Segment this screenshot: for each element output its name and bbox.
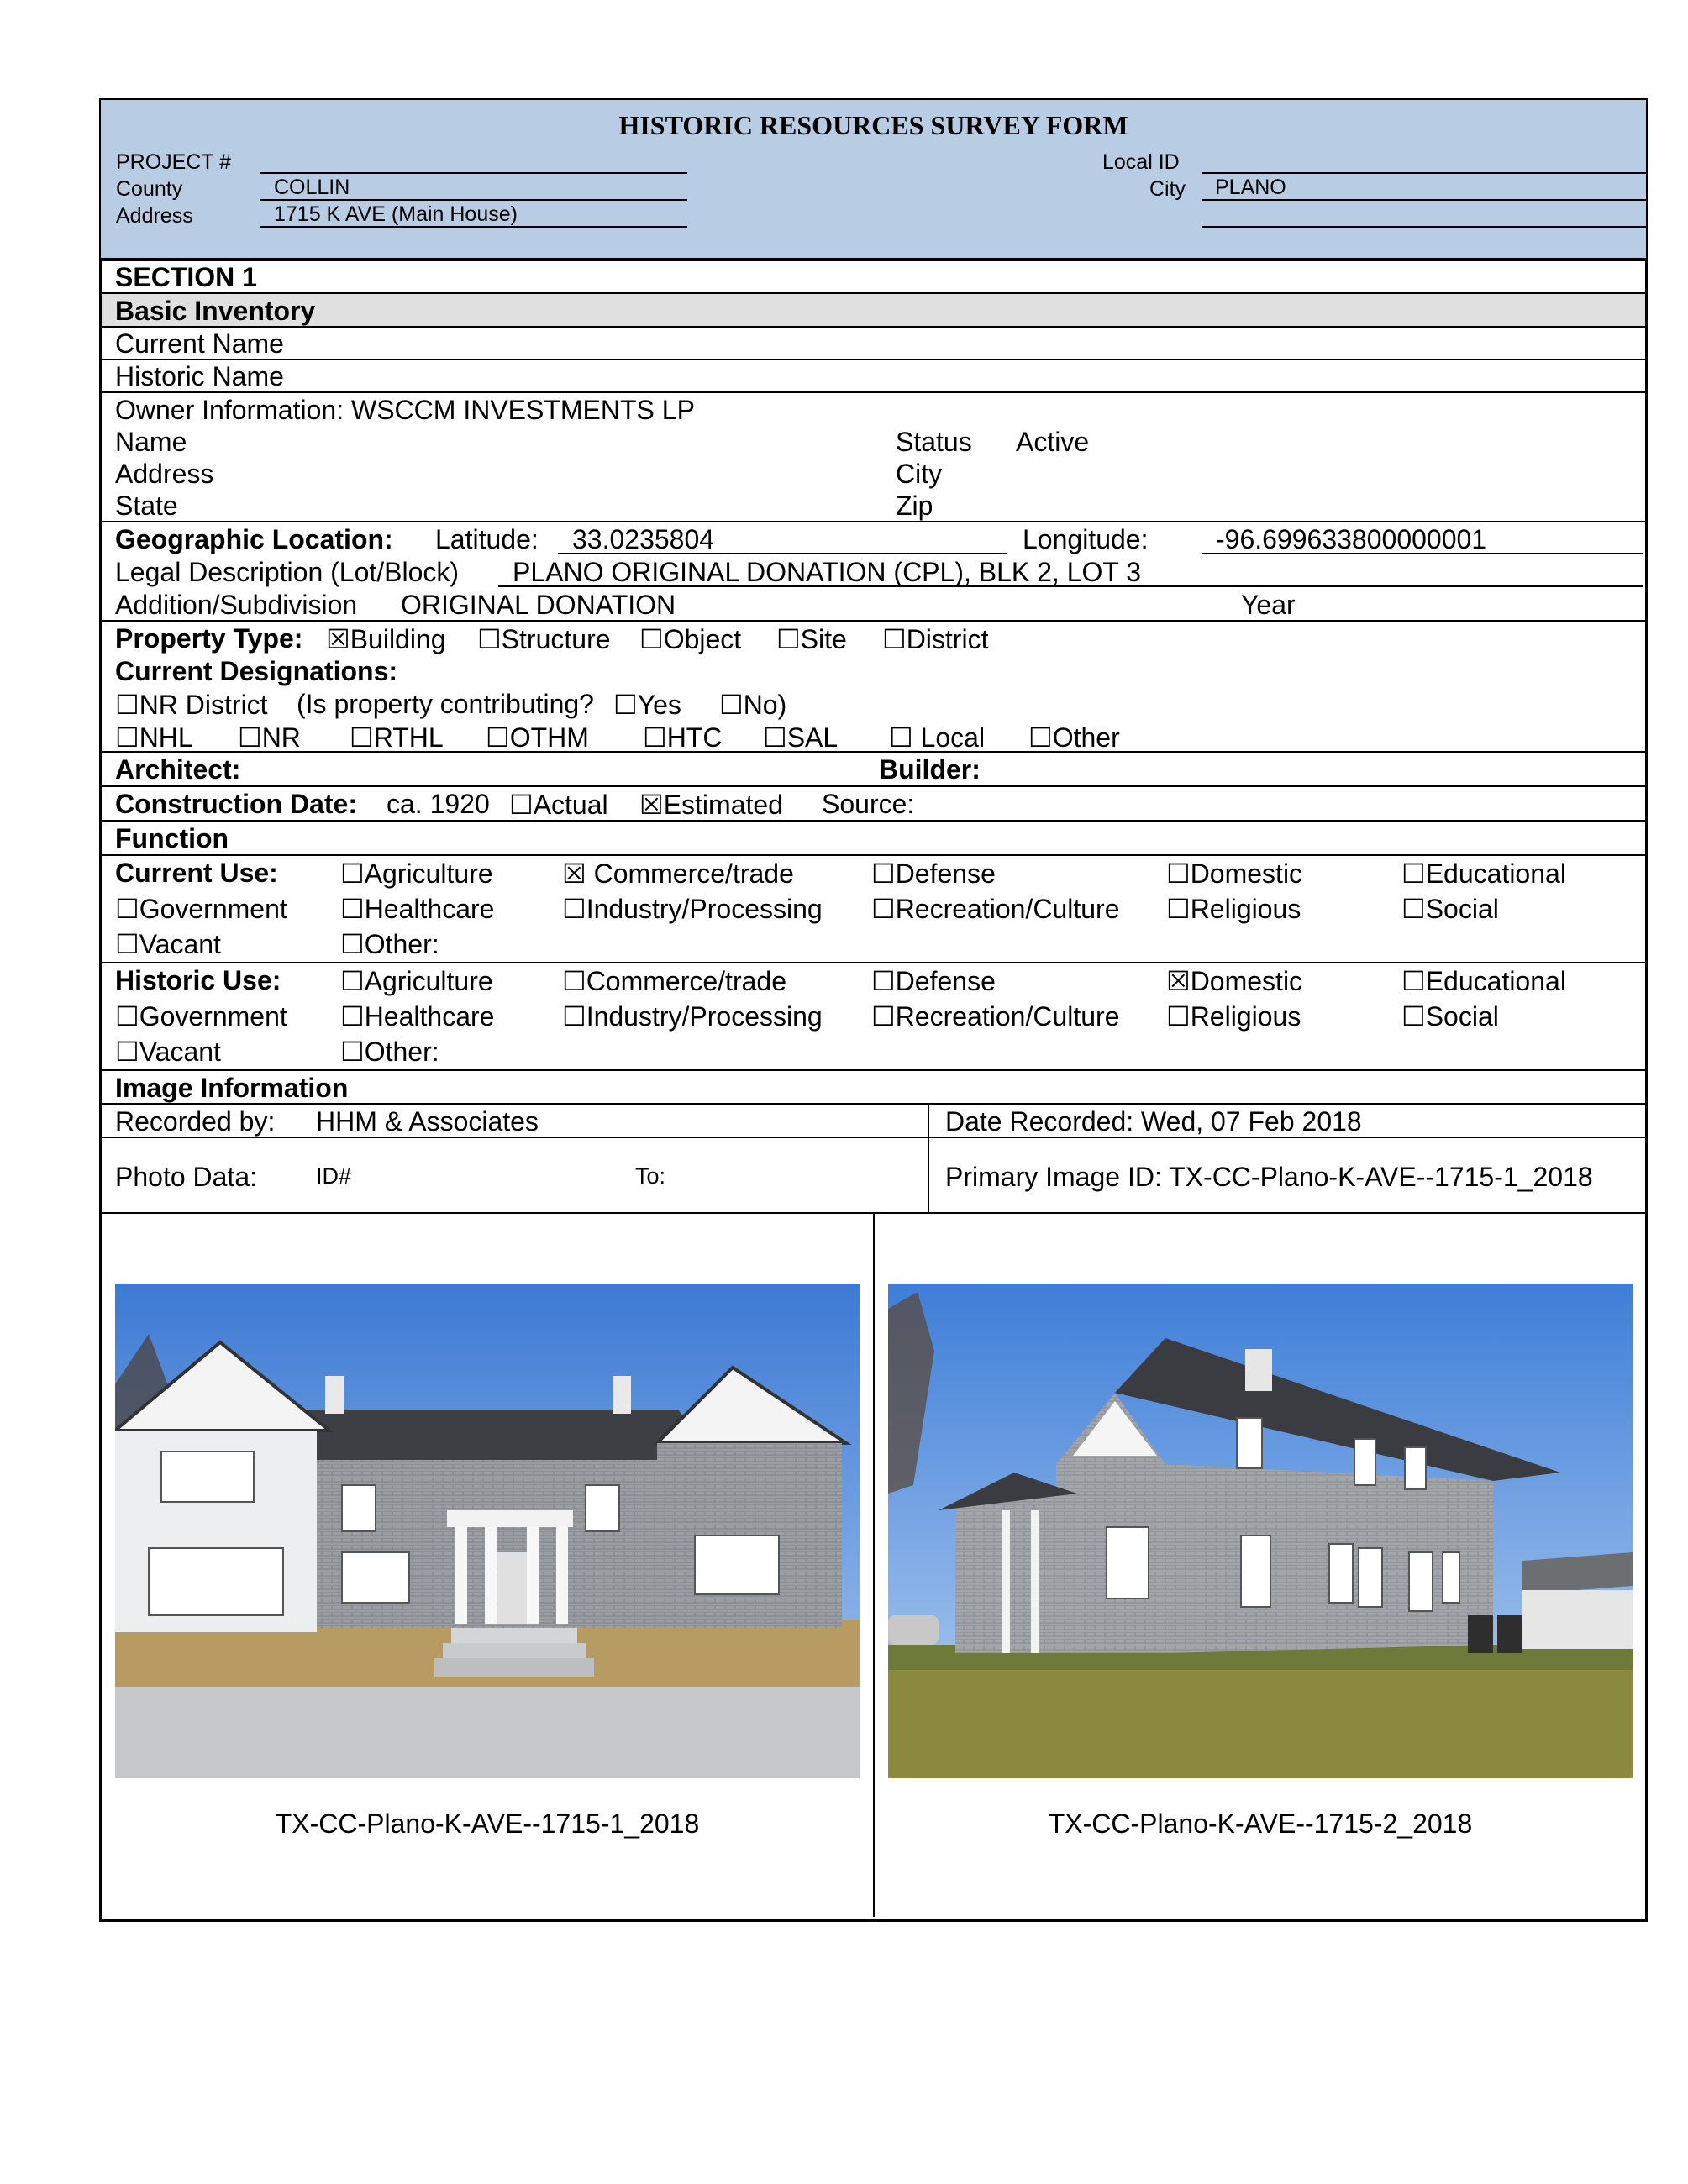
historic-name-row[interactable] — [102, 360, 1645, 393]
nr-district-checkbox[interactable]: ☐NR District — [115, 690, 268, 720]
historic-use-government[interactable]: ☐Government — [115, 1001, 287, 1032]
historic-use-block — [102, 963, 1645, 1071]
owner-info: Owner Information: WSCCM INVESTMENTS LP — [115, 395, 695, 425]
section-subtitle-row — [102, 294, 1645, 328]
recorded-by-label: Recorded by: — [115, 1106, 276, 1137]
geo-block — [102, 522, 1645, 622]
historic-use-agriculture[interactable]: ☐Agriculture — [340, 966, 493, 996]
designation-rthl[interactable]: ☐RTHL — [350, 722, 444, 753]
city-field[interactable]: PLANO — [1202, 176, 1646, 201]
designation-nr[interactable]: ☐NR — [238, 722, 301, 753]
county-field[interactable]: COLLIN — [260, 176, 687, 201]
photos-divider — [873, 1214, 875, 1917]
primary-image-id: Primary Image ID: TX-CC-Plano-K-AVE--1715-1_2018 — [945, 1162, 1593, 1192]
property-block — [102, 622, 1645, 753]
recorded-row — [102, 1105, 1645, 1138]
section-subtitle: Basic Inventory — [115, 296, 316, 326]
photo-id-label: ID# — [316, 1163, 352, 1189]
recorded-divider — [928, 1105, 929, 1138]
property-type-building[interactable]: ☒Building — [326, 624, 446, 654]
current-use-label: Current Use: — [115, 858, 278, 888]
contributing-yes[interactable]: ☐Yes — [613, 690, 681, 720]
current-use-block — [102, 856, 1645, 963]
city-extra-line — [1202, 202, 1646, 228]
latitude-value[interactable]: 33.0235804 — [572, 524, 715, 554]
status-label: Status — [896, 427, 972, 457]
function-title: Function — [115, 823, 229, 853]
historic-use-commerce[interactable]: ☐Commerce/trade — [562, 966, 786, 996]
construction-actual[interactable]: ☐Actual — [509, 790, 608, 820]
builder-label: Builder: — [879, 754, 981, 785]
owner-address-label: Address — [115, 459, 214, 489]
current-use-industry[interactable]: ☐Industry/Processing — [562, 894, 823, 924]
property-type-object[interactable]: ☐Object — [639, 624, 742, 654]
current-use-other[interactable]: ☐Other: — [340, 929, 439, 959]
county-label: County — [116, 177, 183, 201]
recorded-by-value[interactable]: HHM & Associates — [316, 1106, 539, 1137]
latitude-label: Latitude: — [435, 524, 539, 554]
current-use-religious[interactable]: ☐Religious — [1166, 894, 1301, 924]
construction-source-label: Source: — [822, 789, 915, 819]
construction-row — [102, 787, 1645, 822]
property-type-structure[interactable]: ☐Structure — [477, 624, 611, 654]
house-side-illustration — [888, 1284, 1633, 1778]
historic-use-recreation[interactable]: ☐Recreation/Culture — [871, 1001, 1120, 1032]
longitude-label: Longitude: — [1023, 524, 1149, 554]
owner-state-label: State — [115, 491, 178, 521]
designation-other[interactable]: ☐Other — [1028, 722, 1120, 753]
historic-use-other[interactable]: ☐Other: — [340, 1037, 439, 1067]
designation-sal[interactable]: ☐SAL — [763, 722, 839, 753]
owner-zip-label: Zip — [896, 491, 933, 521]
current-name-row[interactable] — [102, 328, 1645, 360]
photo-side-view — [888, 1284, 1633, 1778]
property-type-site[interactable]: ☐Site — [776, 624, 847, 654]
property-type-label: Property Type: — [115, 623, 303, 654]
current-name-label: Current Name — [115, 328, 284, 359]
photo-front-view — [115, 1284, 860, 1778]
photo-data-row — [102, 1138, 1645, 1214]
photo-1-caption: TX-CC-Plano-K-AVE--1715-1_2018 — [275, 1809, 700, 1839]
current-use-agriculture[interactable]: ☐Agriculture — [340, 858, 493, 889]
construction-value[interactable]: ca. 1920 — [387, 789, 490, 819]
address-label: Address — [116, 204, 193, 228]
designation-othm[interactable]: ☐OTHM — [486, 722, 589, 753]
designation-htc[interactable]: ☐HTC — [643, 722, 723, 753]
year-label: Year — [1241, 590, 1296, 620]
current-use-government[interactable]: ☐Government — [115, 894, 287, 924]
historic-use-educational[interactable]: ☐Educational — [1401, 966, 1566, 996]
status-value: Active — [1016, 427, 1090, 457]
current-use-defense[interactable]: ☐Defense — [871, 858, 996, 889]
address-field[interactable]: 1715 K AVE (Main House) — [260, 202, 687, 228]
section-title: SECTION 1 — [115, 262, 257, 292]
geo-label: Geographic Location: — [115, 524, 393, 554]
current-use-social[interactable]: ☐Social — [1401, 894, 1499, 924]
historic-use-healthcare[interactable]: ☐Healthcare — [340, 1001, 495, 1032]
owner-block — [102, 393, 1645, 522]
owner-name-label: Name — [115, 427, 187, 457]
historic-use-domestic[interactable]: ☒Domestic — [1166, 966, 1303, 996]
local-id-label: Local ID — [1102, 150, 1180, 174]
legal-label: Legal Description (Lot/Block) — [115, 557, 460, 587]
form-header — [99, 98, 1648, 261]
current-use-vacant[interactable]: ☐Vacant — [115, 929, 221, 959]
photo-data-divider — [928, 1138, 929, 1214]
photo-2-caption: TX-CC-Plano-K-AVE--1715-2_2018 — [1048, 1809, 1473, 1839]
property-type-district[interactable]: ☐District — [882, 624, 989, 654]
project-label: PROJECT # — [116, 150, 232, 174]
historic-use-vacant[interactable]: ☐Vacant — [115, 1037, 221, 1067]
designations-label: Current Designations: — [115, 656, 398, 686]
current-use-domestic[interactable]: ☐Domestic — [1166, 858, 1303, 889]
longitude-value[interactable]: -96.699633800000001 — [1216, 524, 1487, 554]
historic-use-social[interactable]: ☐Social — [1401, 1001, 1499, 1032]
construction-estimated[interactable]: ☒Estimated — [639, 790, 783, 820]
current-use-recreation[interactable]: ☐Recreation/Culture — [871, 894, 1120, 924]
city-label: City — [1149, 177, 1186, 201]
photo-to-label: To: — [635, 1163, 666, 1189]
function-title-row — [102, 822, 1645, 856]
current-use-healthcare[interactable]: ☐Healthcare — [340, 894, 495, 924]
photo-data-label: Photo Data: — [115, 1162, 257, 1192]
image-info-title: Image Information — [115, 1073, 349, 1103]
house-front-illustration — [115, 1284, 860, 1778]
date-recorded: Date Recorded: Wed, 07 Feb 2018 — [945, 1106, 1362, 1137]
section-title-row — [102, 260, 1645, 294]
project-field[interactable] — [260, 149, 687, 174]
form-body — [99, 258, 1648, 1922]
historic-use-industry[interactable]: ☐Industry/Processing — [562, 1001, 823, 1032]
image-info-title-row — [102, 1071, 1645, 1105]
contributing-question: (Is property contributing? — [297, 689, 594, 719]
construction-label: Construction Date: — [115, 789, 357, 819]
addition-value[interactable]: ORIGINAL DONATION — [401, 590, 676, 620]
designation-local[interactable]: ☐ Local — [889, 722, 986, 753]
architect-row — [102, 753, 1645, 787]
designation-nhl[interactable]: ☐NHL — [115, 722, 193, 753]
current-use-educational[interactable]: ☐Educational — [1401, 858, 1566, 889]
historic-use-defense[interactable]: ☐Defense — [871, 966, 996, 996]
owner-city-label: City — [896, 459, 943, 489]
contributing-no[interactable]: ☐No) — [719, 690, 787, 720]
form-title: HISTORIC RESOURCES SURVEY FORM — [618, 110, 1128, 140]
historic-use-religious[interactable]: ☐Religious — [1166, 1001, 1301, 1032]
historic-use-label: Historic Use: — [115, 965, 281, 995]
historic-name-label: Historic Name — [115, 361, 284, 391]
legal-value[interactable]: PLANO ORIGINAL DONATION (CPL), BLK 2, LOT 3 — [513, 557, 1142, 587]
addition-label: Addition/Subdivision — [115, 590, 358, 620]
architect-label: Architect: — [115, 754, 241, 785]
current-use-commerce[interactable]: ☒ Commerce/trade — [562, 858, 794, 889]
local-id-field[interactable] — [1202, 149, 1646, 174]
